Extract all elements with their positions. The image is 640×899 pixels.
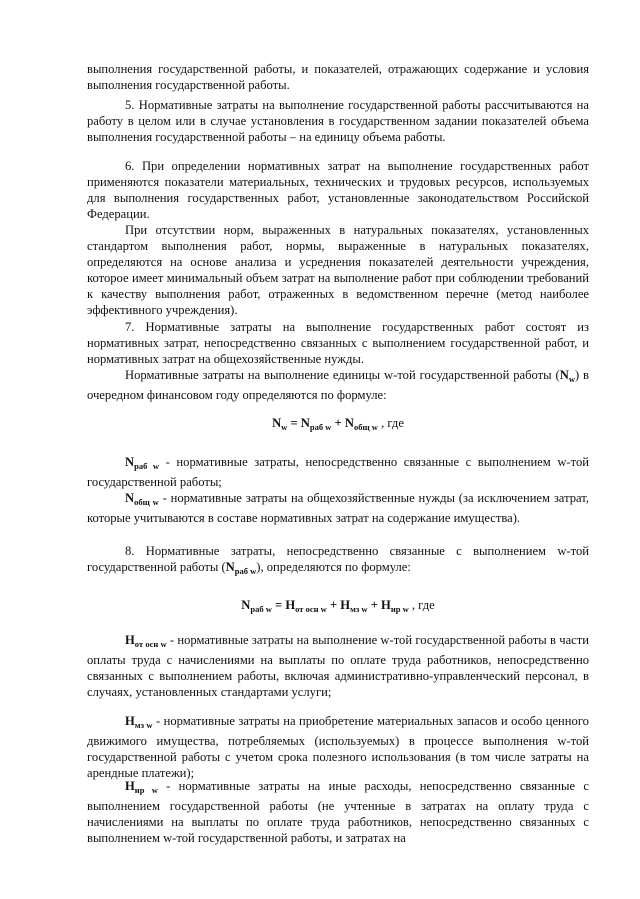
paragraph-text: выполнения государственной работы, и показателей, отражающих содержание и условия выполнения государственной работы. [87, 62, 589, 92]
formula-symbol: N [241, 598, 251, 612]
formula-tail: , где [408, 598, 435, 612]
paragraph-text: 6. При определении нормативных затрат на выполнение государственных работ применяются показатели материальных, технических и трудовых ресурсов, используемых для выполнения государственных работ, установленные законодательством Российской Федерации. [87, 159, 589, 221]
paragraph-text: 8. Нормативные затраты, непосредственно связанные с выполнением w-той государственной работы ( [87, 544, 589, 574]
definition-text: - нормативные затраты на общехозяйственные нужды (за исключением затрат, которые учитываются в составе нормативных затрат на содержание имущества). [87, 491, 589, 525]
paragraph-5 [87, 97, 589, 145]
formula-operator: = [271, 598, 286, 612]
symbol-subscript: раб w [234, 566, 257, 576]
formula-subscript: общ w [354, 422, 378, 432]
symbol-subscript: w [568, 374, 575, 384]
paragraph-norms [87, 222, 589, 318]
definition-n-obsh [87, 490, 589, 526]
formula-subscript: от осн w [295, 604, 327, 614]
formula-symbol: Н [340, 598, 351, 612]
symbol: Н [125, 633, 135, 647]
symbol: Н [125, 779, 135, 793]
symbol-subscript: мз w [134, 720, 153, 730]
symbol: N [559, 368, 569, 382]
formula-operator: = [287, 416, 301, 430]
definition-text: - нормативные затраты на иные расходы, непосредственно связанные с выполнением государственной работы (не учтенные в затратах на оплату труда с начислениями на выплаты по оплате труда работников, непосредственно связанных с выполнением w-той государственной работы, и затратах на [87, 779, 589, 845]
formula-symbol: Н [381, 598, 391, 612]
symbol: N [125, 455, 135, 469]
symbol: Н [125, 714, 135, 728]
formula-symbol: N [300, 416, 310, 430]
formula-subscript: мз w [350, 604, 368, 614]
formula-subscript: раб w [250, 604, 272, 614]
formula-1 [87, 415, 589, 435]
formula-symbol: Н [285, 598, 296, 612]
formula-subscript: ир w [390, 604, 409, 614]
symbol: N [125, 491, 135, 505]
definition-text: - нормативные затраты, непосредственно связанные с выполнением w-той государственной работы; [87, 455, 589, 489]
definition-n-rab [87, 454, 589, 490]
paragraph-8 [87, 543, 589, 579]
formula-operator: + [326, 598, 341, 612]
formula-operator: + [331, 416, 345, 430]
definition-h-ir [87, 778, 589, 846]
paragraph-text: 7. Нормативные затраты на выполнение государственных работ состоят из нормативных затрат, непосредственно связанных с выполнением государственной работ, и нормативных затрат на общехозяйственные нужды. [87, 320, 589, 366]
formula-symbol: N [344, 416, 354, 430]
formula-tail: , где [377, 416, 404, 430]
symbol-subscript: раб w [134, 461, 160, 471]
formula-symbol: N [272, 416, 282, 430]
formula-operator: + [367, 598, 382, 612]
definition-text: - нормативные затраты на приобретение материальных запасов и особо ценного движимого имущества, потребляемых (используемых) в процессе выполнения w-той государственной работы с учетом срока полезного использования (в том числе затраты на арендные платежи); [87, 714, 589, 780]
definition-h-mz [87, 713, 589, 781]
symbol: N [225, 560, 235, 574]
paragraph-text: Нормативные затраты на выполнение единицы w-той государственной работы ( [125, 368, 560, 382]
formula-subscript: раб w [309, 422, 332, 432]
paragraph-6 [87, 158, 589, 222]
paragraph-text: При отсутствии норм, выраженных в натуральных показателях, установленных стандартом выполнения работ, нормы, выраженные в натуральных показателях, определяются на основе анализа и усреднения показателей деятельности учреждения, которое имеет минимальный объем затрат на выполнение работ при соблюдении требований к качеству выполнения работ, отраженных в ведомственном перечне (метод наиболее эффективного учреждения). [87, 223, 589, 317]
symbol-subscript: ир w [134, 785, 158, 795]
symbol-subscript: общ w [134, 497, 159, 507]
paragraph-continuation [87, 61, 589, 93]
paragraph-text: ) в очередном финансовом году определяются по формуле: [87, 368, 589, 402]
symbol-subscript: от осн w [134, 639, 167, 649]
paragraph-text: 5. Нормативные затраты на выполнение государственной работы рассчитываются на работу в целом или в случае установления в государственном задании показателей объема выполнения государственной работы – на единицу объема работы. [87, 98, 589, 144]
formula-2 [87, 597, 589, 617]
paragraph-unit-cost [87, 367, 589, 403]
definition-text: - нормативные затраты на выполнение w-той государственной работы в части оплаты труда с начислениями на выплаты по оплате труда работников, непосредственно связанных с выполнением работы, включая административно-управленческий персонал, в случаях, установленных стандартами услуги; [87, 633, 589, 699]
definition-h-ot [87, 632, 589, 700]
formula-subscript: w [281, 422, 288, 432]
paragraph-7 [87, 319, 589, 367]
paragraph-text: ), определяются по формуле: [256, 560, 411, 574]
